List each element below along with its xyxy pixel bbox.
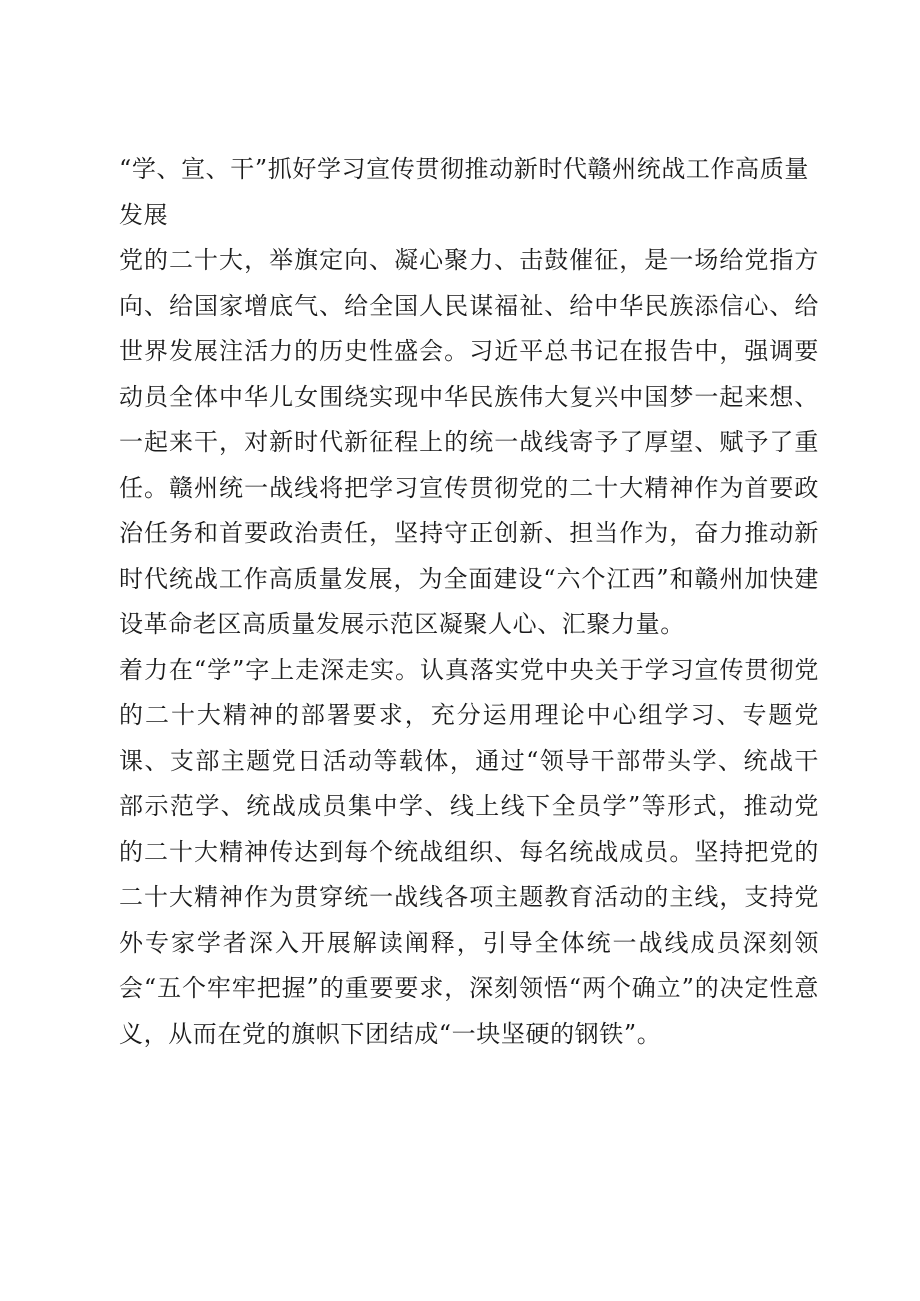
document-body [119,147,819,1057]
document-title: “学、宣、干”抓好学习宣传贯彻推动新时代赣州统战工作高质量发展 [119,155,809,229]
paragraph-study: 着力在“学”字上走深走实。认真落实党中央关于学习宣传贯彻党的二十大精神的部署要求，充分运用理论中心组学习、专题党课、支部主题党日活动等载体，通过“领导干部带头学、统战干部示范学、统战成员集中学、线上线下全员学”等形式，推动党的二十大精神传达到每个统战组织、每名统战成员。坚持把党的二十大精神作为贯穿统一战线各项主题教育活动的主线，支持党外专家学者深入开展解读阐释，引导全体统一战线成员深刻领会“五个牢牢把握”的重要要求，深刻领悟“两个确立”的决定性意义，从而在党的旗帜下团结成“一块坚硬的钢铁”。 [119,655,819,1048]
paragraph-intro: 党的二十大，举旗定向、凝心聚力、击鼓催征，是一场给党指方向、给国家增底气、给全国人民谋福祉、给中华民族添信心、给世界发展注活力的历史性盛会。习近平总书记在报告中，强调要动员全体中华儿女围绕实现中华民族伟大复兴中国梦一起来想、一起来干，对新时代新征程上的统一战线寄予了厚望、赋予了重任。赣州统一战线将把学习宣传贯彻党的二十大精神作为首要政治任务和首要政治责任，坚持守正创新、担当作为，奋力推动新时代统战工作高质量发展，为全面建设“六个江西”和赣州加快建设革命老区高质量发展示范区凝聚人心、汇聚力量。 [119,246,819,638]
